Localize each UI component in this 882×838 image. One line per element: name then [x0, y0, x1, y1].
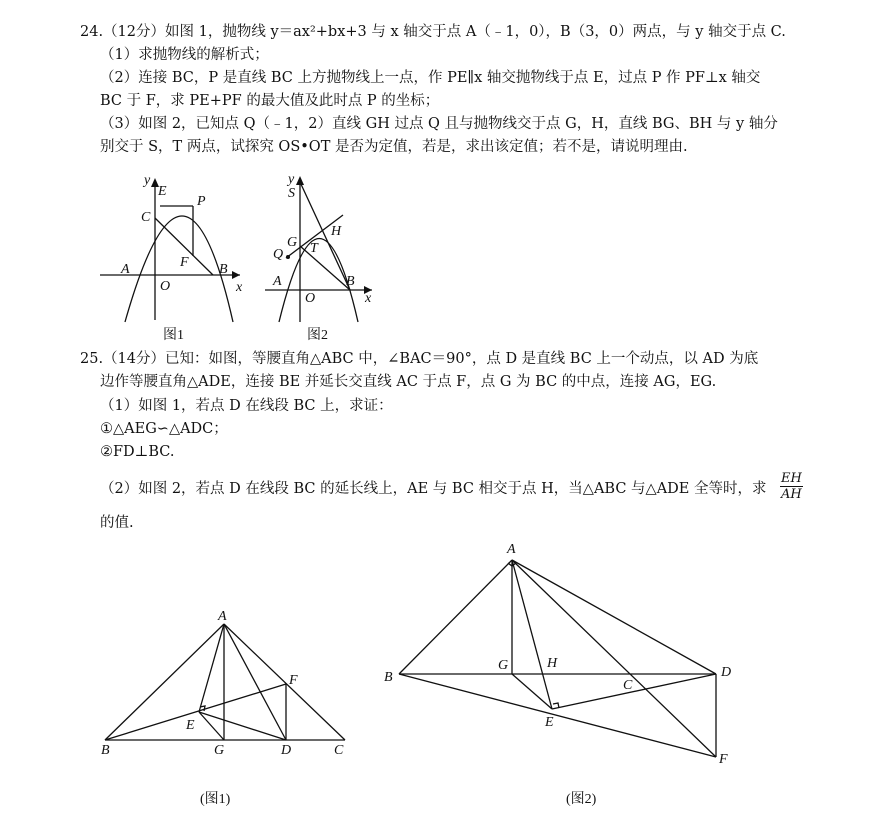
- q25-figure-1: [105, 624, 345, 740]
- fig1-label-C: C: [334, 743, 344, 758]
- q24-part1: （1）求抛物线的解析式；: [100, 47, 269, 63]
- fig2-line-AF: [512, 560, 716, 757]
- fig1-line-AC: [224, 624, 345, 740]
- fig1-label-P: P: [197, 194, 206, 209]
- fig2-label-B: B: [346, 274, 355, 289]
- fig1-label-O: O: [160, 279, 171, 294]
- q24-part3a: （3）如图 2，已知点 Q（﹣1，2）直线 GH 过点 Q 且与抛物线交于点 G，H，直线 BG、BH 与 y 轴分: [100, 116, 778, 132]
- fig2-caption: (图2): [566, 792, 597, 807]
- fig2-label-E: E: [545, 715, 554, 730]
- fig2-label-S: S: [288, 186, 295, 201]
- fig2-label-D: D: [721, 665, 732, 680]
- fig2-label-G: G: [287, 235, 298, 250]
- fig2-line-AE: [512, 560, 552, 709]
- fraction-denominator: AH: [781, 487, 802, 502]
- q24-line1: 24.（12分）如图 1，抛物线 y＝ax²+bx+3 与 x 轴交于点 A（﹣1，0），B（3，0）两点，与 y 轴交于点 C.: [80, 24, 786, 40]
- fig2-label-H: H: [547, 656, 558, 671]
- q25-figure-2: [399, 560, 716, 757]
- fig1-label-F: F: [180, 255, 189, 270]
- q24-part3b: 别交于 S，T 两点，试探究 OS•OT 是否为定值，若是，求出该定值；若不是，请说明理由.: [100, 139, 688, 155]
- fig2-label-C: C: [623, 678, 633, 693]
- q25-part1: （1）如图 1，若点 D 在线段 BC 上，求证：: [100, 398, 393, 414]
- fig1-label-B: B: [219, 262, 228, 277]
- fig2-label-A: A: [273, 274, 282, 289]
- fig2-line-AD: [512, 560, 716, 674]
- fig2-label-x: x: [365, 291, 372, 306]
- q24-part2a: （2）连接 BC，P 是直线 BC 上方抛物线上一点，作 PE∥x 轴交抛物线于点 E，过点 P 作 PF⊥x 轴交: [100, 70, 761, 86]
- fig2-line-GE: [512, 674, 552, 709]
- q25-part2a: （2）如图 2，若点 D 在线段 BC 的延长线上，AE 与 BC 相交于点 H，当△ABC 与△ADE 全等时，求: [100, 481, 767, 497]
- fig1-label-F: F: [289, 673, 298, 688]
- fig2-label-H: H: [331, 224, 342, 239]
- fig2-caption: 图2: [307, 328, 328, 343]
- fig2-label-F: F: [719, 752, 728, 767]
- fig1-label-D: D: [281, 743, 292, 758]
- q25-line1: 25.（14分）已知：如图，等腰直角△ABC 中，∠BAC＝90°，点 D 是直线 BC 上一个动点，以 AD 为底: [80, 351, 759, 367]
- q25-part2b: 的值.: [100, 515, 134, 531]
- fig1-line-AB: [105, 624, 224, 740]
- fig1-label-E: E: [186, 718, 195, 733]
- fig2-line-AB: [399, 560, 512, 674]
- fig2-label-y: y: [288, 172, 295, 187]
- fig2-label-O: O: [305, 291, 316, 306]
- fig1-label-x: x: [236, 280, 243, 295]
- fig1-caption: (图1): [200, 792, 231, 807]
- fig1-label-A: A: [218, 609, 227, 624]
- q25-item2: ②FD⊥BC.: [100, 444, 175, 460]
- fig1-label-B: B: [101, 743, 110, 758]
- fig1-label-C: C: [141, 210, 151, 225]
- fig1-label-y: y: [144, 173, 151, 188]
- fig1-caption: 图1: [163, 328, 184, 343]
- fig1-line-AE: [199, 624, 224, 712]
- fig1-label-E: E: [158, 184, 167, 199]
- fig2-line-ED: [552, 674, 716, 709]
- fig2-label-Q: Q: [273, 247, 284, 262]
- fig2-label-G: G: [498, 658, 509, 673]
- q25-line2: 边作等腰直角△ADE，连接 BE 并延长交直线 AC 于点 F，点 G 为 BC 的中点，连接 AG，EG.: [100, 374, 717, 390]
- q24-part2b: BC 于 F，求 PE+PF 的最大值及此时点 P 的坐标；: [100, 93, 440, 109]
- fig2-label-A: A: [507, 542, 516, 557]
- fig2-line-BF: [399, 674, 716, 757]
- fig1-label-G: G: [214, 743, 225, 758]
- q25-item1: ①△AEG∽△ADC；: [100, 421, 228, 437]
- fraction-numerator: EH: [781, 471, 802, 486]
- fig2-label-B: B: [384, 670, 393, 685]
- fig1-label-A: A: [121, 262, 130, 277]
- fig2-label-T: T: [310, 241, 318, 256]
